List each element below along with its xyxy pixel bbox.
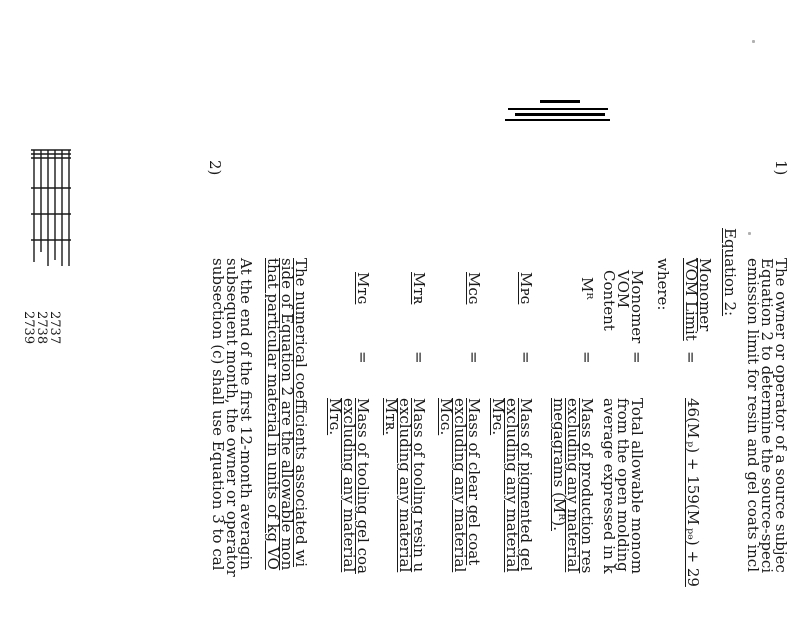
item-1-number: 1) <box>772 160 790 176</box>
def-desc: Mass of clear gel coat <box>465 398 483 566</box>
equation-equals: = <box>682 351 700 364</box>
line-number: 2737 <box>47 311 62 345</box>
def-desc: Total allowable monom <box>628 398 646 574</box>
def-equals: = <box>410 351 428 364</box>
def-term: VOM <box>614 270 632 309</box>
coefficient-note-line: side of Equation 2 are the allowable mon <box>278 258 296 571</box>
def-term: Mᴛɢ <box>354 272 372 305</box>
def-desc: excluding any material <box>451 398 469 573</box>
def-equals: = <box>517 351 535 364</box>
line-number: 2738 <box>34 311 49 345</box>
def-term: Monomer <box>628 270 646 344</box>
item-1-line: Equation 2 to determine the source-speci <box>758 258 776 574</box>
equation-lhs-top: Monomer <box>696 258 714 332</box>
equation-label: Equation 2: <box>721 228 739 317</box>
def-desc: excluding any material <box>564 398 582 573</box>
item-1-line: The owner or operator of a source subjec <box>772 258 790 573</box>
def-desc: excluding any material <box>340 398 358 573</box>
def-desc: Mass of pigmented gel <box>517 398 535 572</box>
def-term: Mᴄɢ <box>465 272 483 305</box>
def-desc: from the open molding <box>614 398 632 572</box>
def-equals: = <box>628 351 646 364</box>
def-desc: megagrams (Mᴿ). <box>550 398 568 531</box>
def-desc: Mass of tooling gel coa <box>354 398 372 574</box>
def-desc: Mass of production res <box>578 398 596 574</box>
def-term: Mᴛʀ <box>410 272 428 305</box>
equation-lhs-bottom: VOM Limit <box>682 258 700 341</box>
def-equals: = <box>465 351 483 364</box>
def-desc: Mᴛɢ. <box>326 398 344 436</box>
item-2-number: 2) <box>206 160 224 176</box>
line-number: 2739 <box>21 311 36 345</box>
margin-stamp <box>27 148 75 268</box>
def-desc: Mᴘɢ. <box>489 398 507 436</box>
coefficient-note-line: The numerical coefficients associated wi <box>292 258 310 568</box>
def-desc: Mᴄɢ. <box>437 398 455 436</box>
def-equals: = <box>578 351 596 364</box>
def-desc: excluding any material <box>396 398 414 573</box>
def-desc: Mass of tooling resin u <box>410 398 428 573</box>
def-desc: Mᴛʀ. <box>382 398 400 436</box>
item-2-line: At the end of the first 12-month averagin <box>237 258 255 570</box>
item-2-line: subsection (c) shall use Equation 3 to cal <box>209 258 227 571</box>
def-desc: excluding any material <box>503 398 521 573</box>
def-term: Content <box>600 270 618 331</box>
def-term: Mᴘɢ <box>517 272 535 305</box>
where-label: where: <box>654 258 672 311</box>
def-term: Mᴿ <box>578 277 596 300</box>
def-desc: average expressed in k <box>600 398 618 574</box>
item-1-line: emission limit for resin and gel coats incl <box>744 258 762 572</box>
def-equals: = <box>354 351 372 364</box>
coefficient-note-line: that particular material in units of kg VO <box>264 258 282 570</box>
equation-rhs: 46(M ₚ) + 159(M ₚₔ) + 29 <box>684 398 702 587</box>
item-2-line: subsequent month, the owner or operator <box>223 258 241 577</box>
